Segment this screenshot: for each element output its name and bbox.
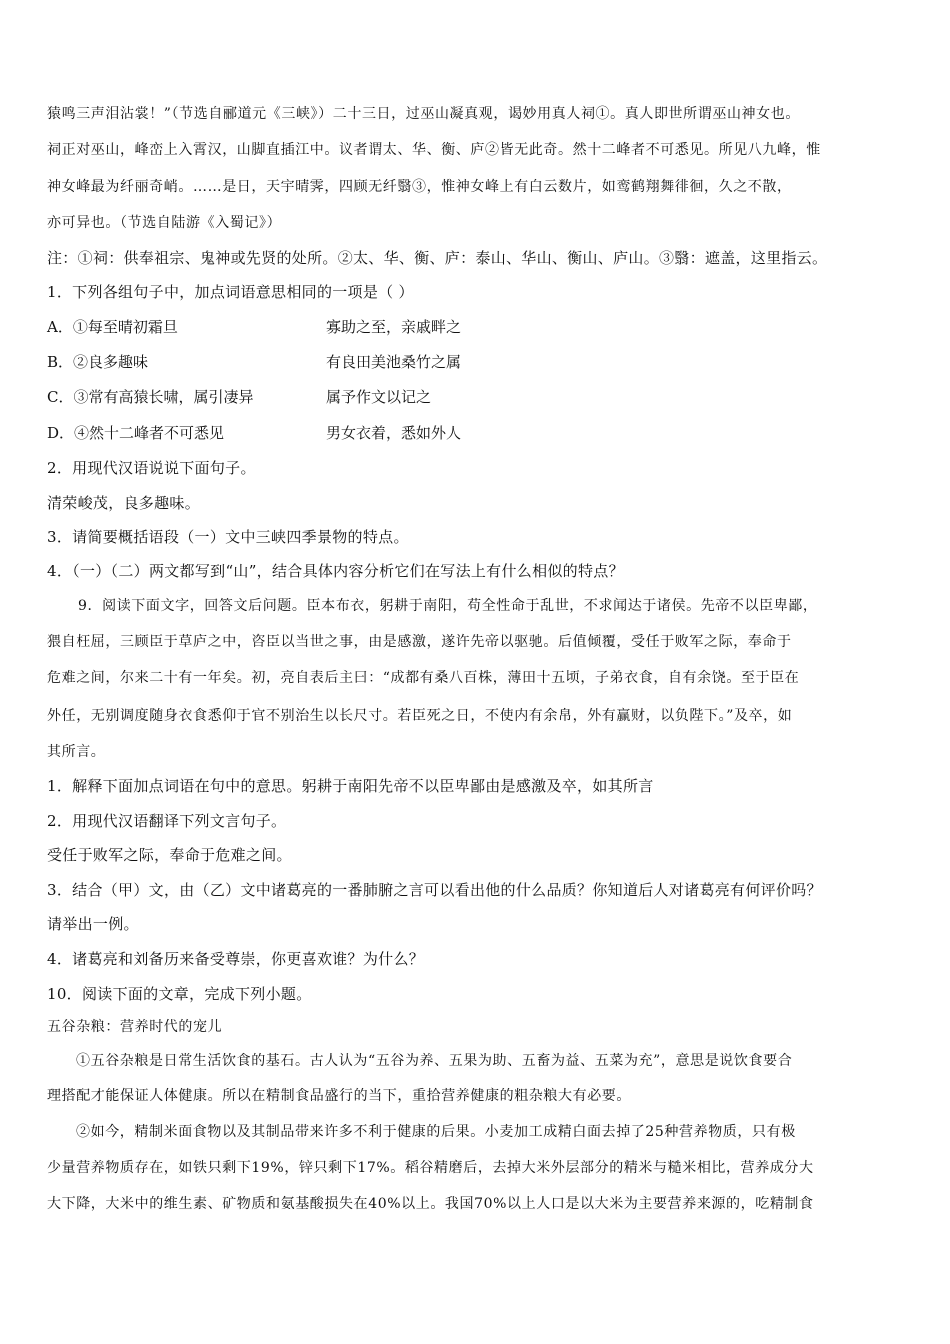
question-8-2-sentence: 清荣峻茂，良多趣味。 xyxy=(47,494,201,512)
passage-line: 猿鸣三声泪沾裳！”（节选自郦道元《三峡》）二十三日，过巫山凝真观，谒妙用真人祠①。真人即世所谓巫山神女也。 xyxy=(47,106,800,122)
article-title: 五谷杂粮：营养时代的宠儿 xyxy=(47,1019,223,1035)
option-b-right: 有良田美池桑竹之属 xyxy=(326,353,462,371)
option-a-left: A．①每至晴初霜旦 xyxy=(47,318,178,336)
question-9-passage-line: 猥自枉屈，三顾臣于草庐之中，咨臣以当世之事，由是感激，遂许先帝以驱驰。后值倾覆，受任于败军之际，奉命于 xyxy=(47,634,792,650)
question-9-4: 4．诸葛亮和刘备历来备受尊崇，你更喜欢谁？为什么？ xyxy=(47,950,425,968)
annotation-note: 注：①祠：供奉祖宗、鬼神或先贤的处所。②太、华、衡、庐：泰山、华山、衡山、庐山。③翳：遮盖，这里指云。 xyxy=(47,249,828,267)
option-c-right: 属予作文以记之 xyxy=(326,388,432,406)
option-d-left: D．④然十二峰者不可悉见 xyxy=(47,424,225,442)
question-9-3: 3．结合（甲）文，由（乙）文中诸葛亮的一番肺腑之言可以看出他的什么品质？你知道后人对诸葛亮有何评价吗？ xyxy=(47,881,822,899)
question-9-passage-line: 其所言。 xyxy=(47,744,106,760)
question-10-heading: 10．阅读下面的文章，完成下列小题。 xyxy=(47,985,312,1003)
question-9-2-sentence: 受任于败军之际，奉命于危难之间。 xyxy=(47,846,292,864)
passage-line: 神女峰最为纤丽奇峭。……是日，天宇晴霁，四顾无纤翳③，惟神女峰上有白云数片，如鸾鹤翔舞徘徊，久之不散， xyxy=(47,179,792,195)
passage-line: 祠正对巫山，峰峦上入霄汉，山脚直插江中。议者谓太、华、衡、庐②皆无此奇。然十二峰者不可悉见。所见八九峰，惟 xyxy=(47,142,821,158)
option-a-right: 寡助之至，亲戚畔之 xyxy=(326,318,462,336)
question-8-2: 2．用现代汉语说说下面句子。 xyxy=(47,459,256,477)
article-paragraph-line: ①五谷杂粮是日常生活饮食的基石。古人认为“五谷为养、五果为助、五畜为益、五菜为充”，意思是说饮食要合 xyxy=(76,1053,793,1069)
option-b-left: B．②良多趣味 xyxy=(47,353,149,371)
article-paragraph-line: 大下降，大米中的维生素、矿物质和氨基酸损失在40%以上。我国70%以上人口是以大米为主要营养来源的，吃精制食 xyxy=(47,1196,814,1212)
question-9-1: 1．解释下面加点词语在句中的意思。躬耕于南阳先帝不以臣卑鄙由是感激及卒，如其所言 xyxy=(47,777,654,795)
article-paragraph-line: ②如今，精制米面食物以及其制品带来许多不利于健康的后果。小麦加工成精白面去掉了25种营养物质，只有极 xyxy=(76,1124,796,1140)
question-8-4: 4．（一）（二）两文都写到“山”，结合具体内容分析它们在写法上有什么相似的特点？ xyxy=(47,562,624,580)
question-8-3: 3．请简要概括语段（一）文中三峡四季景物的特点。 xyxy=(47,528,409,546)
question-9-passage-line: 危难之间，尔来二十有一年矣。初，亮自表后主曰：“成都有桑八百株，薄田十五顷，子弟衣食，自有余饶。至于臣在 xyxy=(47,670,800,686)
passage-line: 亦可异也。（节选自陆游《入蜀记》） xyxy=(47,215,282,231)
option-c-left: C．③常有高猿长啸，属引凄异 xyxy=(47,388,254,406)
question-9-passage-line: 外任，无别调度随身衣食悉仰于官不别治生以长尺寸。若臣死之日，不使内有余帛，外有赢财，以负陛下。”及卒，如 xyxy=(47,708,793,724)
question-9-passage-line: 9．阅读下面文字，回答文后问题。臣本布衣，躬耕于南阳，苟全性命于乱世，不求闻达于诸侯。先帝不以臣卑鄙， xyxy=(78,598,818,614)
question-9-2: 2．用现代汉语翻译下列文言句子。 xyxy=(47,812,287,830)
article-paragraph-line: 理搭配才能保证人体健康。所以在精制食品盛行的当下，重拾营养健康的粗杂粮大有必要。 xyxy=(47,1088,631,1104)
article-paragraph-line: 少量营养物质存在，如铁只剩下19%，锌只剩下17%。稻谷精磨后，去掉大米外层部分的精米与糙米相比，营养成分大 xyxy=(47,1160,814,1176)
option-d-right: 男女衣着，悉如外人 xyxy=(326,424,462,442)
question-8-1: 1．下列各组句子中，加点词语意思相同的一项是（ ） xyxy=(47,283,414,301)
question-9-3-continued: 请举出一例。 xyxy=(47,915,139,933)
